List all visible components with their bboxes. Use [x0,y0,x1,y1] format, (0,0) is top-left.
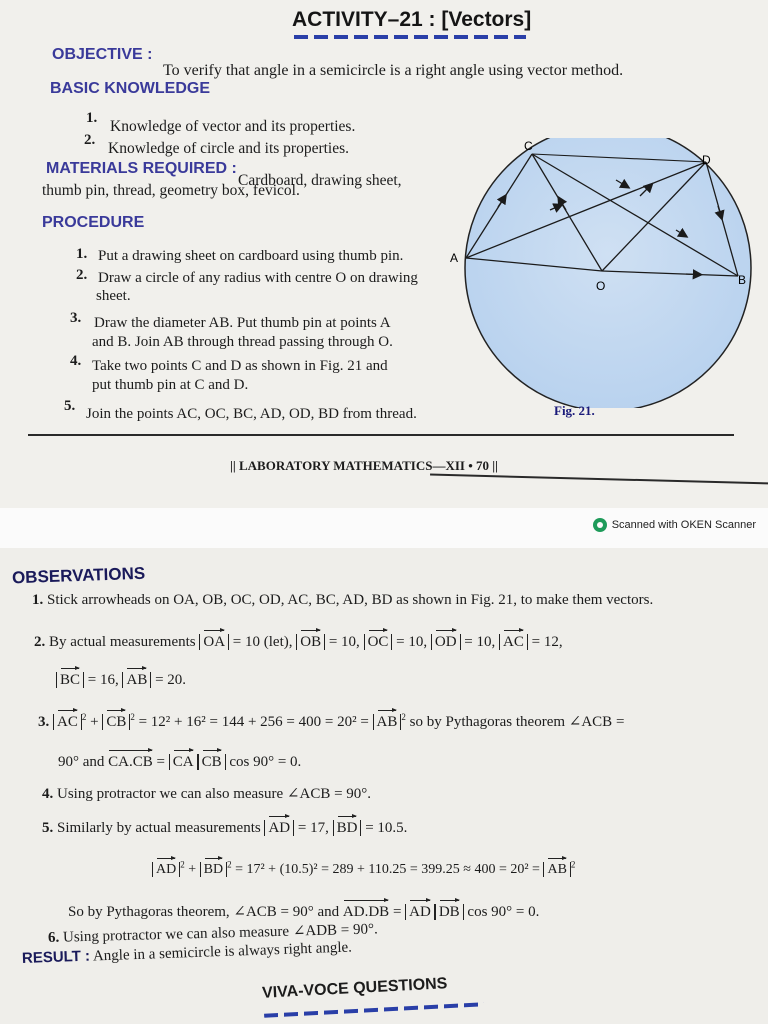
materials-label: MATERIALS REQUIRED : [46,160,237,177]
scanner-watermark: Scanned with OKEN Scanner [593,518,756,532]
basic-knowledge-item: Knowledge of circle and its properties. [108,140,350,157]
circle-shape [465,138,751,408]
observation-3: 3. AC $^2$ + CB $^2$ = 12² + 16² = 144 + 256 = 400 = 20² = AB $^2$ so by Pythagoras theorem ∠ACB = [38,708,624,731]
procedure-step: put thumb pin at C and D. [92,377,249,393]
procedure-step: sheet. [96,288,131,304]
observation-6: 6. Using protractor we can also measure ∠ADB = 90°. [47,921,378,946]
procedure-step: Take two points C and D as shown in Fig. 21 and [92,358,388,374]
fig-label-B: B [738,273,747,287]
observation-1: 1. Stick arrowheads on OA, OB, OC, OD, AC, BC, AD, BD as shown in Fig. 21, to make them vectors. [32,592,654,608]
page-2 [0,548,768,1024]
fig-label-O: O [596,279,606,293]
procedure-step: Put a drawing sheet on cardboard using thumb pin. [98,248,404,264]
activity-title: ACTIVITY–21 : [Vectors] [292,8,532,31]
fig-label-A: A [450,251,459,265]
figure-caption: Fig. 21. [554,403,595,418]
materials-line-2: thumb pin, thread, geometry box, fevicol. [42,182,300,199]
procedure-label: PROCEDURE [42,214,145,231]
observation-5-equation: AD $^2$ + BD $^2$ = 17² + (10.5)² = 289 + 110.25 = 399.25 ≈ 400 = 20² = AB $^2$ [152,856,575,878]
materials-line-1: Cardboard, drawing sheet, [238,172,402,189]
objective-label: OBJECTIVE : [52,46,153,63]
objective-text: To verify that angle in a semicircle is a right angle using vector method. [163,62,624,79]
observation-2: 2. By actual measurements OA = 10 (let), OB = 10, OC = 10, OD = 10, AC = 12, [34,628,563,651]
title-underline [294,35,526,39]
fig-label-C: C [524,139,533,153]
observation-2-cont: BC = 16, AB = 20. [56,666,186,689]
footer-rule-2 [430,474,768,485]
basic-knowledge-item: Knowledge of vector and its properties. [110,118,356,135]
procedure-step: Draw a circle of any radius with centre O on drawing [98,270,418,286]
observation-3-cont: 90° and CA.CB = CA CB cos 90° = 0. [58,748,301,771]
footer-rule [28,434,734,436]
observation-5: 5. Similarly by actual measurements AD = 17, BD = 10.5. [42,814,407,837]
scanner-logo-icon [593,518,607,532]
basic-knowledge-label: BASIC KNOWLEDGE [50,80,210,97]
page-footer: || LABORATORY MATHEMATICS—XII • 70 || [230,458,498,473]
page-1: ACTIVITY–21 : [Vectors] OBJECTIVE : To verify that angle in a semicircle is a right angle using vector method. BASIC KNOWLEDGE 1. Knowledge of vector and its properties. 2. Knowledge of circle and its properties. MATERIALS REQUIRED : Cardboard, drawing sheet, thumb pin, thread, geometry box, fevicol. PROCEDURE 1. Put a drawing sheet on cardboard using thumb pin. 2. Draw a circle of any radius with centre O on drawing sheet. 3. Draw the diameter AB. Put thumb pin at points A and B. Join AB through thread passing through O. 4. Take two points C and D as shown in Fig. 21 and put thumb pin at C and D. 5. Join the points AC, OC, BC, AD, OD, BD from thread. C D A B O Fig. 21. || LABORATORY MATHEMATICS—XII • 70 || [0,0,768,508]
figure-21 [440,138,760,408]
viva-underline [264,1002,484,1018]
fig-label-D: D [702,153,711,167]
viva-voce-label: VIVA-VOCE QUESTIONS [261,975,448,1002]
so-line: So by Pythagoras theorem, ∠ACB = 90° and AD.DB = AD DB cos 90° = 0. [68,898,539,921]
result: RESULT : Angle in a semicircle is always right angle. [21,939,353,967]
observations-label: OBSERVATIONS [11,563,146,588]
procedure-step: Draw the diameter AB. Put thumb pin at points A [94,315,391,331]
observation-4: 4. Using protractor we can also measure ∠ACB = 90°. [42,786,372,802]
procedure-step: and B. Join AB through thread passing through O. [92,334,393,350]
procedure-step: Join the points AC, OC, BC, AD, OD, BD from thread. [86,406,417,422]
